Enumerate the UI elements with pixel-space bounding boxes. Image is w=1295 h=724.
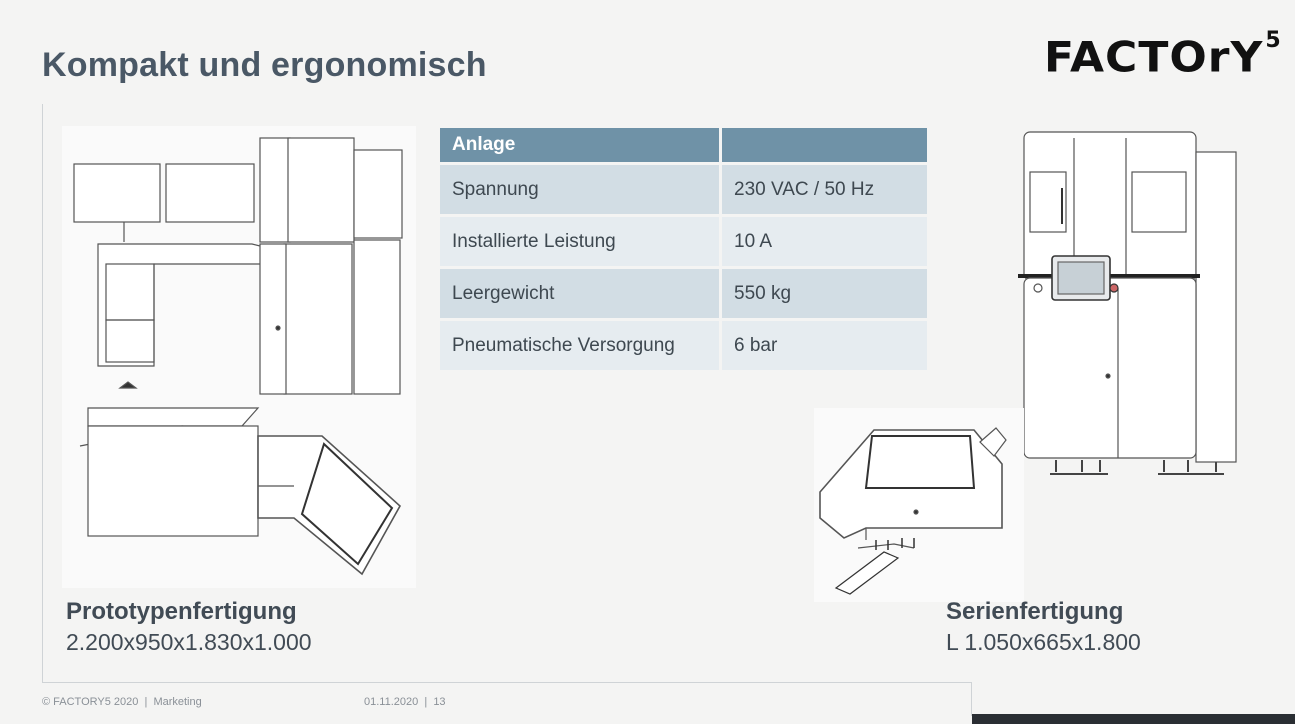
- footer-date-page: 01.11.2020 | 13: [364, 696, 446, 708]
- series-machine-top-drawing: [814, 408, 1024, 602]
- spec-table: [440, 128, 927, 370]
- frame-line-right: [971, 682, 972, 716]
- series-machine-front-drawing: [1018, 128, 1240, 480]
- logo-word: FACTOrY: [1044, 33, 1264, 82]
- prototype-caption: [66, 598, 312, 656]
- row-value: 10 A: [722, 214, 927, 266]
- row-value: 230 VAC / 50 Hz: [722, 162, 927, 214]
- row-label: Installierte Leistung: [440, 214, 722, 266]
- table-header-anlage: Anlage: [440, 128, 722, 162]
- table-row: [440, 266, 927, 318]
- prototype-machine-drawing: [62, 126, 416, 588]
- page-title: Kompakt und ergonomisch: [42, 46, 487, 84]
- prototype-name: Prototypenfertigung: [66, 598, 297, 625]
- table-row: [440, 162, 927, 214]
- footer-copyright: © FACTORY5 2020 | Marketing: [42, 696, 202, 708]
- row-label: Spannung: [440, 162, 722, 214]
- frame-line-bottom: [42, 682, 972, 683]
- table-row: [440, 214, 927, 266]
- row-label: Pneumatische Versorgung: [440, 318, 722, 370]
- row-value: 550 kg: [722, 266, 927, 318]
- factory5-logo: [1044, 30, 1281, 86]
- logo-superscript: 5: [1265, 28, 1281, 53]
- table-row: [440, 318, 927, 370]
- series-caption: [946, 598, 1141, 656]
- row-value: 6 bar: [722, 318, 927, 370]
- row-label: Leergewicht: [440, 266, 722, 318]
- bottom-bar: [972, 714, 1295, 724]
- frame-line-left: [42, 104, 43, 682]
- series-name: Serienfertigung: [946, 598, 1124, 625]
- prototype-dimensions: 2.200x950x1.830x1.000: [66, 629, 312, 655]
- table-header-row: [440, 128, 927, 162]
- table-header-value: [722, 128, 927, 162]
- series-dimensions: L 1.050x665x1.800: [946, 629, 1141, 655]
